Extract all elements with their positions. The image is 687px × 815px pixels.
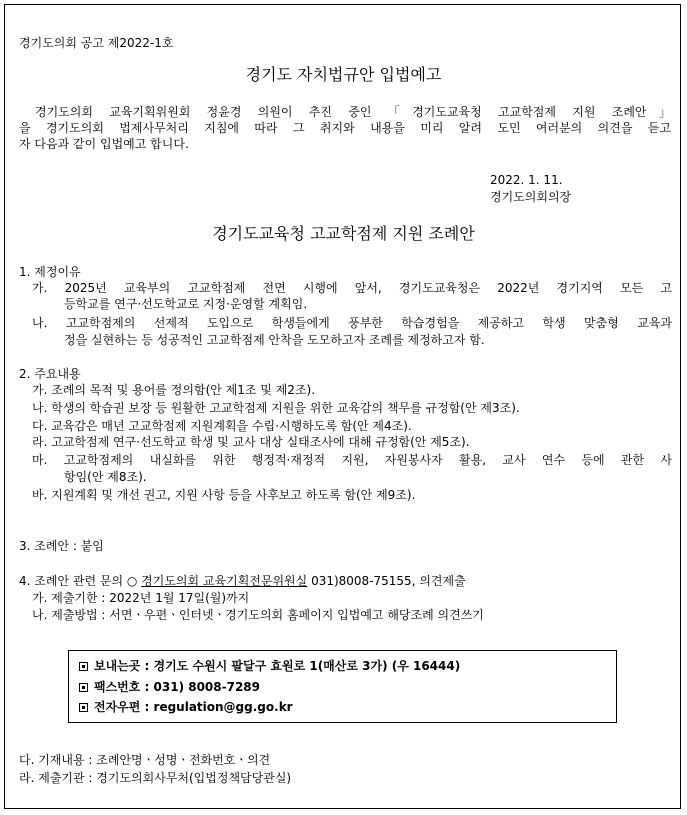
section1-item-na: 나. 고교학점제의 선제적 도입으로 학생들에게 풍부한 학습경험을 제공하고 학생 맞춤형 교육과 [32, 316, 672, 330]
section4-item-ga: 가. 제출기한 : 2022년 1월 17일(월)까지 [32, 591, 250, 605]
checkbox-square-icon [79, 662, 88, 671]
section2-item-ra: 라. 고교학점제 연구·선도학교 학생 및 교사 대상 실태조사에 대해 규정함(안 제5조). [32, 435, 470, 449]
bill-title: 경기도교육청 고교학점제 지원 조례안 [212, 224, 475, 243]
intro-line-3: 자 다음과 같이 입법예고 합니다. [19, 137, 189, 151]
section2-item-ba: 바. 지원계획 및 개선 권고, 지원 사항 등을 사후보고 하도록 함(안 제9조). [32, 488, 416, 502]
checkbox-square-icon [79, 703, 88, 712]
section2-item-ma-cont: 항임(안 제8조). [64, 470, 147, 484]
section4-item-na: 나. 제출방법 : 서면ㆍ우편ㆍ인터넷ㆍ경기도의회 홈페이지 입법예고 해당조례 의견쓰기 [32, 608, 484, 622]
footer-item-ra: 라. 제출기관 : 경기도의회사무처(입법정책담당관실) [19, 771, 292, 785]
section3-heading: 3. 조례안 : 붙임 [19, 539, 104, 553]
section4-heading [19, 573, 466, 589]
intro-line-2: 을 경기도의회 법제사무처리 지침에 따라 그 취지와 내용을 미리 알려 도민 여러분의 의견을 듣고 [19, 121, 671, 135]
section4-heading-prefix: 4. 조례안 관련 문의 ○ [19, 574, 142, 588]
contact-email: 전자우편 : regulation@gg.go.kr [94, 700, 293, 714]
contact-address: 보내는곳 : 경기도 수원시 팔달구 효원로 1(매산로 3가) (우 16444) [94, 659, 461, 673]
footer-item-da: 다. 기재내용 : 조례안명ㆍ성명ㆍ전화번호ㆍ의견 [19, 753, 271, 767]
contact-box [68, 650, 617, 723]
issuer: 경기도의회의장 [490, 190, 572, 204]
contact-fax: 팩스번호 : 031) 8008-7289 [94, 680, 261, 694]
section2-item-ma: 마. 고교학점제의 내실화를 위한 행정적·재정적 지원, 자원봉사자 활용, 교사 연수 등에 관한 사 [32, 453, 672, 467]
section1-item-ga-cont: 등학교를 연구·선도학교로 지정·운영할 계획임. [64, 297, 308, 311]
section4-heading-suffix: 031)8008-75155, 의견제출 [307, 574, 466, 588]
section1-item-ga: 가. 2025년 교육부의 고교학점제 전면 시행에 앞서, 경기도교육청은 2022년 경기지역 모든 고 [32, 281, 672, 295]
notice-number: 경기도의회 공고 제2022-1호 [19, 36, 174, 50]
page-title: 경기도 자치법규안 입법예고 [245, 65, 442, 84]
section2-heading: 2. 주요내용 [19, 367, 81, 381]
section1-heading: 1. 제정이유 [19, 265, 81, 279]
contact-address-row [79, 658, 460, 674]
section2-item-ga: 가. 조례의 목적 및 용어를 정의함(안 제1조 및 제2조). [32, 383, 316, 397]
notice-date: 2022. 1. 11. [490, 173, 563, 187]
section2-item-da: 다. 교육감은 매년 고교학점제 지원계획을 수립·시행하도록 함(안 제4조). [32, 419, 412, 433]
checkbox-square-icon [79, 683, 88, 692]
intro-line-1: 경기도의회 교육기획위원회 정윤경 의원이 추진 중인 「경기도교육청 고교학점제 지원 조례안」 [35, 105, 671, 119]
section2-item-na: 나. 학생의 학습권 보장 등 원활한 고교학점제 지원을 위한 교육감의 책무를 규정함(안 제3조). [32, 401, 520, 415]
contact-email-row [79, 699, 293, 715]
section1-item-na-cont: 정을 실현하는 등 성공적인 고교학점제 안착을 도모하고자 조례를 제정하고자 함. [64, 333, 485, 347]
inquiry-office-link[interactable]: 경기도의회 교육기획전문위원실 [141, 574, 308, 588]
contact-fax-row [79, 679, 260, 695]
